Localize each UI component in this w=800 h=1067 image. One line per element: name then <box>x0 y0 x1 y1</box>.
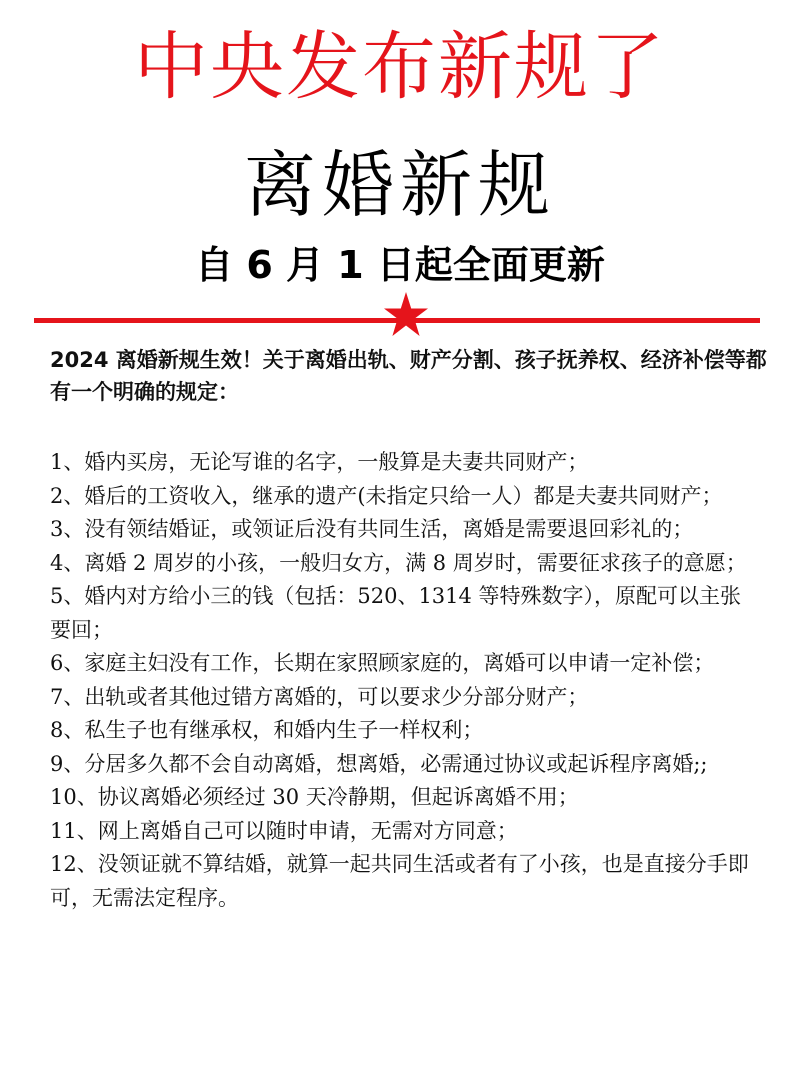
rule-item: 12、没领证就不算结婚，就算一起共同生活或者有了小孩，也是直接分手即可，无需法定程序。 <box>50 852 749 910</box>
rule-item: 2、婚后的工资收入，继承的遗产(未指定只给一人）都是夫妻共同财产； <box>50 483 723 508</box>
rule-item: 10、协议离婚必须经过 30 天冷静期，但起诉离婚不用； <box>50 785 579 809</box>
rule-item: 5、婚内对方给小三的钱（包括：520、1314 等特殊数字），原配可以主张要回； <box>50 584 742 642</box>
rule-item: 8、私生子也有继承权，和婚内生子一样权利； <box>50 718 484 742</box>
rule-item: 6、家庭主妇没有工作，长期在家照顾家庭的，离婚可以申请一定补偿； <box>50 651 715 675</box>
rule-item: 9、分居多久都不会自动离婚，想离婚，必需通过协议或起诉程序离婚;; <box>50 751 708 776</box>
headline: 中央发布新规了 <box>134 24 666 110</box>
rules-list <box>50 446 762 915</box>
intro-paragraph: 2024 离婚新规生效！关于离婚出轨、财产分割、孩子抚养权、经济补偿等都有一个明确的规定： <box>50 348 767 404</box>
star-icon <box>384 292 428 338</box>
subtitle: 自 6 月 1 日起全面更新 <box>195 243 605 287</box>
rule-item: 11、网上离婚自己可以随时申请，无需对方同意； <box>50 818 518 843</box>
rule-item: 3、没有领结婚证，或领证后没有共同生活，离婚是需要退回彩礼的； <box>50 517 694 541</box>
rule-item: 7、出轨或者其他过错方离婚的，可以要求少分部分财产； <box>50 684 589 709</box>
page-title: 离婚新规 <box>243 143 556 227</box>
rule-item: 1、婚内买房，无论写谁的名字，一般算是夫妻共同财产； <box>50 450 589 474</box>
rule-item: 4、离婚 2 周岁的小孩，一般归女方，满 8 周岁时，需要征求孩子的意愿； <box>50 550 747 575</box>
